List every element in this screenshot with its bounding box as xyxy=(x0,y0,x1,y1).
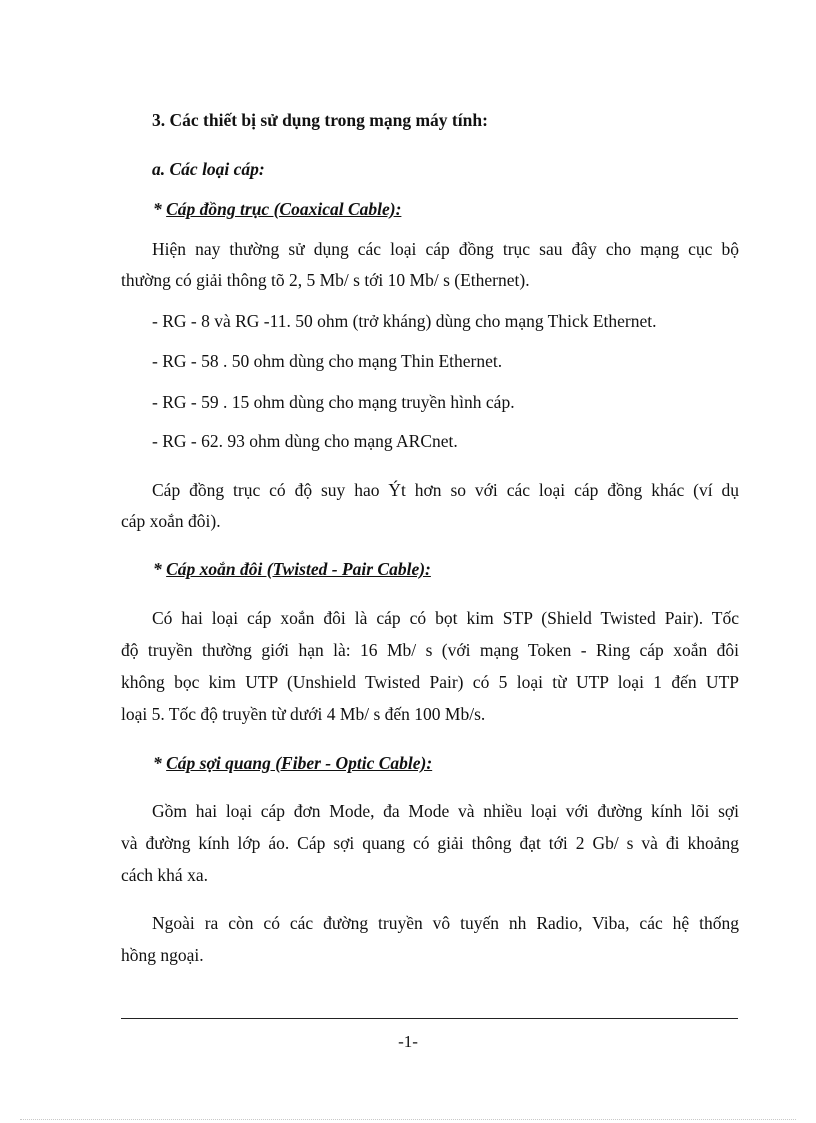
footer-rule xyxy=(121,1018,738,1019)
page-bottom-border xyxy=(20,1119,796,1120)
page-number: -1- xyxy=(398,1032,418,1051)
coax-item-4: - RG - 62. 93 ohm dùng cho mạng ARCnet. xyxy=(152,431,458,451)
coax-note-line-1: Cáp đồng trục có độ suy hao Ýt hơn so với các loại cáp đồng khác (ví dụ xyxy=(152,480,739,500)
fiber-line-3: cách khá xa. xyxy=(121,865,208,885)
other-line-2: hồng ngoại. xyxy=(121,945,204,965)
fiber-heading-title: Cáp sợi quang (Fiber - Optic Cable): xyxy=(166,753,433,773)
coax-bullet: * xyxy=(153,199,162,219)
coax-item-2: - RG - 58 . 50 ohm dùng cho mạng Thin Ethernet. xyxy=(152,351,503,371)
coax-intro-line-1: Hiện nay thường sử dụng các loại cáp đồng trục sau đây cho mạng cục bộ xyxy=(152,239,739,259)
twisted-bullet: * xyxy=(153,559,162,579)
coax-item-3: - RG - 59 . 15 ohm dùng cho mạng truyền hình cáp. xyxy=(152,392,515,412)
twisted-heading xyxy=(153,558,431,580)
fiber-bullet: * xyxy=(153,753,162,773)
subsection-heading: a. Các loại cáp: xyxy=(152,159,265,179)
twisted-line-4: loại 5. Tốc độ truyền từ dưới 4 Mb/ s đến 100 Mb/s. xyxy=(121,704,486,724)
twisted-line-1: Có hai loại cáp xoắn đôi là cáp có bọt kim STP (Shield Twisted Pair). Tốc xyxy=(152,608,739,628)
coax-intro-line-2: thường có giải thông tõ 2, 5 Mb/ s tới 10 Mb/ s (Ethernet). xyxy=(121,270,530,290)
twisted-line-2: độ truyền thường giới hạn là: 16 Mb/ s (với mạng Token - Ring cáp xoắn đôi xyxy=(121,640,739,660)
coax-heading xyxy=(153,198,401,220)
twisted-line-3: không bọc kim UTP (Unshield Twisted Pair) có 5 loại từ UTP loại 1 đến UTP xyxy=(121,672,739,692)
fiber-line-2: và đường kính lớp áo. Cáp sợi quang có giải thông đạt tới 2 Gb/ s và đi khoảng xyxy=(121,833,739,853)
fiber-line-1: Gồm hai loại cáp đơn Mode, đa Mode và nhiều loại với đường kính lõi sợi xyxy=(152,801,739,821)
other-line-1: Ngoài ra còn có các đường truyền vô tuyến nh Radio, Viba, các hệ thống xyxy=(152,913,739,933)
fiber-heading xyxy=(153,752,432,774)
section-heading: 3. Các thiết bị sử dụng trong mạng máy tính: xyxy=(152,110,488,130)
coax-heading-title: Cáp đồng trục (Coaxical Cable): xyxy=(166,199,402,219)
coax-note-line-2: cáp xoắn đôi). xyxy=(121,511,221,531)
twisted-heading-title: Cáp xoắn đôi (Twisted - Pair Cable): xyxy=(166,559,431,579)
coax-item-1: - RG - 8 và RG -11. 50 ohm (trở kháng) dùng cho mạng Thick Ethernet. xyxy=(152,311,657,331)
